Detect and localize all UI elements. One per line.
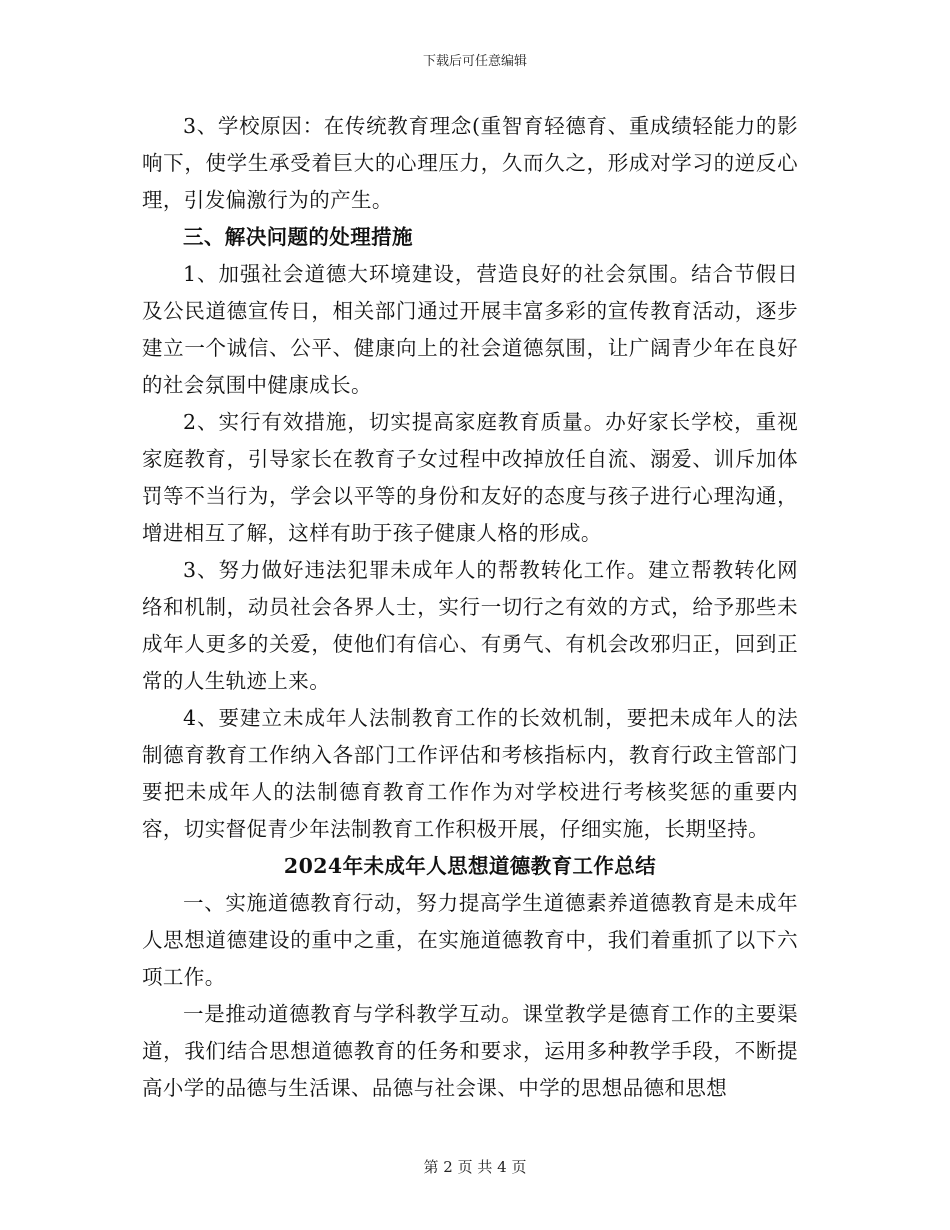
page-number: 第 2 页 共 4 页 xyxy=(423,1158,527,1176)
section-heading-measures: 三、解决问题的处理措施 xyxy=(183,225,413,249)
paragraph-subject-teaching: 一是推动道德教育与学科教学互动。课堂教学是德育工作的主要渠道，我们结合思想道德教育的任务和要求，运用多种教学手段，不断提高小学的品德与生活课、品德与社会课、中学的思想品德和思想 xyxy=(142,1002,798,1100)
document-body xyxy=(142,108,798,1107)
paragraph-measure-2: 2、实行有效措施，切实提高家庭教育质量。办好家长学校，重视家庭教育，引导家长在教育子女过程中改掉放任自流、溺爱、训斥加体罚等不当行为，学会以平等的身份和友好的态度与孩子进行心理沟通，增进相互了解，这样有助于孩子健康人格的形成。 xyxy=(142,410,798,545)
paragraph-measure-3: 3、努力做好违法犯罪未成年人的帮教转化工作。建立帮教转化网络和机制，动员社会各界人士，实行一切行之有效的方式，给予那些未成年人更多的关爱，使他们有信心、有勇气、有机会改邪归正，回到正常的人生轨迹上来。 xyxy=(142,558,798,693)
paragraph-measure-4: 4、要建立未成年人法制教育工作的长效机制，要把未成年人的法制德育教育工作纳入各部门工作评估和考核指标内，教育行政主管部门要把未成年人的法制德育教育工作作为对学校进行考核奖惩的重要内容，切实督促青少年法制教育工作积极开展，仔细实施，长期坚持。 xyxy=(142,706,798,841)
paragraph-moral-education-action: 一、实施道德教育行动，努力提高学生道德素养道德教育是未成年人思想道德建设的重中之重，在实施道德教育中，我们着重抓了以下六项工作。 xyxy=(142,891,798,989)
document-title-2024-summary: 2024年未成年人思想道德教育工作总结 xyxy=(283,854,657,878)
paragraph-school-reasons: 3、学校原因：在传统教育理念(重智育轻德育、重成绩轻能力的影响下，使学生承受着巨大的心理压力，久而久之，形成对学习的逆反心理，引发偏激行为的产生。 xyxy=(142,114,798,212)
paragraph-measure-1: 1、加强社会道德大环境建设，营造良好的社会氛围。结合节假日及公民道德宣传日，相关部门通过开展丰富多彩的宣传教育活动，逐步建立一个诚信、公平、健康向上的社会道德氛围，让广阔青少年在良好的社会氛围中健康成长。 xyxy=(142,262,798,397)
page-header-note: 下载后可任意编辑 xyxy=(422,54,527,69)
